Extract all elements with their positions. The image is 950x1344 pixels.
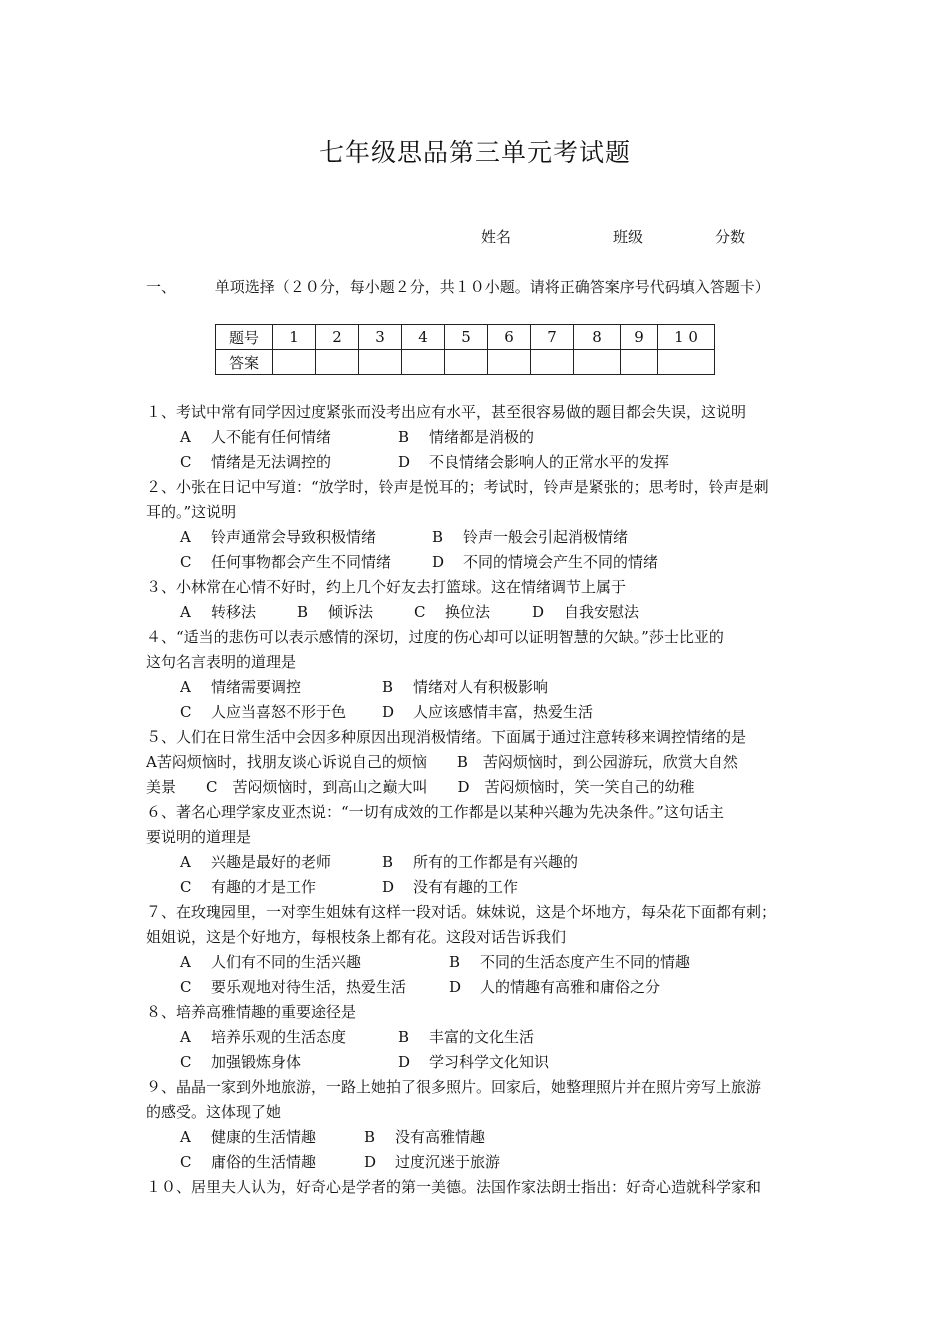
question-9-option-c-letter: C <box>180 1153 192 1171</box>
number-cell: 5 <box>445 325 488 350</box>
class-label: 班级 <box>613 228 644 246</box>
question-2-option-d-text: 不同的情境会产生不同的情绪 <box>463 553 659 571</box>
answer-cell[interactable] <box>658 350 715 375</box>
question-1-option-d-letter: D <box>398 453 411 471</box>
question-5-line-2: A苦闷烦恼时，找朋友谈心诉说自己的烦恼 B 苦闷烦恼时，到公园游玩，欣赏大自然 <box>146 753 738 771</box>
table-row-answers <box>216 350 715 375</box>
question-2-option-c-letter: C <box>180 553 192 571</box>
question-6-option-d-letter: D <box>382 878 395 896</box>
question-2-line-1: ２、小张在日记中写道：“放学时，铃声是悦耳的；考试时，铃声是紧张的；思考时，铃声是刺 <box>146 478 769 496</box>
number-cell: 2 <box>316 325 359 350</box>
question-3-option-a-letter: A <box>180 603 191 621</box>
answer-cell[interactable] <box>488 350 531 375</box>
exam-title: 七年级思品第三单元考试题 <box>318 138 631 167</box>
question-7-line-1: ７、在玫瑰园里，一对孪生姐妹有这样一段对话。妹妹说，这是个坏地方，每朵花下面都有刺； <box>146 903 777 921</box>
answer-cell[interactable] <box>402 350 445 375</box>
question-8-option-d-letter: D <box>398 1053 411 1071</box>
number-cell: 9 <box>621 325 658 350</box>
answer-cell[interactable] <box>445 350 488 375</box>
question-6-option-d-text: 没有有趣的工作 <box>413 878 519 896</box>
question-7-option-c-letter: C <box>180 978 192 996</box>
question-7-option-a-letter: A <box>180 953 191 971</box>
question-2-option-a-letter: A <box>180 528 191 546</box>
question-3-option-a-text: 转移法 <box>211 603 257 621</box>
question-5-line-1: ５、人们在日常生活中会因多种原因出现消极情绪。下面属于通过注意转移来调控情绪的是 <box>146 728 747 746</box>
question-6-option-b-letter: B <box>382 853 394 871</box>
question-4-line-1: ４、“适当的悲伤可以表示感情的深切，过度的伤心却可以证明智慧的欠缺。”莎士比亚的 <box>146 628 724 646</box>
number-cell: 1 <box>273 325 316 350</box>
question-4-option-c-letter: C <box>180 703 192 721</box>
question-6-option-c-text: 有趣的才是工作 <box>211 878 317 896</box>
answer-label-cell: 答案 <box>216 350 273 375</box>
question-1-option-c-text: 情绪是无法调控的 <box>211 453 332 471</box>
table-row-numbers <box>216 325 715 350</box>
question-7-option-d-text: 人的情趣有高雅和庸俗之分 <box>480 978 661 996</box>
question-8-option-c-letter: C <box>180 1053 192 1071</box>
question-6-option-a-letter: A <box>180 853 191 871</box>
question-4-option-a-letter: A <box>180 678 191 696</box>
question-9-option-a-text: 健康的生活情趣 <box>211 1128 317 1146</box>
score-label: 分数 <box>715 228 746 246</box>
question-8-line-1: ８、培养高雅情趣的重要途径是 <box>146 1003 357 1021</box>
question-4-option-c-text: 人应当喜怒不形于色 <box>211 703 347 721</box>
question-1-option-a-text: 人不能有任何情绪 <box>211 428 332 446</box>
question-7-option-d-letter: D <box>449 978 462 996</box>
question-9-line-1: ９、晶晶一家到外地旅游，一路上她拍了很多照片。回家后，她整理照片并在照片旁写上旅游 <box>146 1078 762 1096</box>
question-4-option-d-text: 人应该感情丰富，热爱生活 <box>413 703 594 721</box>
question-9-option-c-text: 庸俗的生活情趣 <box>211 1153 317 1171</box>
question-6-option-b-text: 所有的工作都是有兴趣的 <box>413 853 579 871</box>
row-header-cell: 题号 <box>216 325 273 350</box>
question-9-option-d-text: 过度沉迷于旅游 <box>395 1153 501 1171</box>
name-label: 姓名 <box>481 228 512 246</box>
question-3-option-c-letter: C <box>414 603 426 621</box>
answer-sheet-table <box>215 324 715 375</box>
question-8-option-d-text: 学习科学文化知识 <box>429 1053 550 1071</box>
question-5-line-3: 美景 C 苦闷烦恼时，到高山之巅大叫 D 苦闷烦恼时，笑一笑自己的幼稚 <box>146 778 695 796</box>
question-2-line-2: 耳的。”这说明 <box>146 503 237 521</box>
question-1-option-b-text: 情绪都是消极的 <box>429 428 535 446</box>
question-4-option-b-text: 情绪对人有积极影响 <box>413 678 549 696</box>
number-cell: 7 <box>531 325 574 350</box>
question-3-option-d-text: 自我安慰法 <box>564 603 640 621</box>
question-1-option-a-letter: A <box>180 428 191 446</box>
question-1-option-c-letter: C <box>180 453 192 471</box>
question-4-option-a-text: 情绪需要调控 <box>211 678 302 696</box>
answer-cell[interactable] <box>621 350 658 375</box>
question-8-option-b-letter: B <box>398 1028 410 1046</box>
question-9-option-d-letter: D <box>364 1153 377 1171</box>
question-9-option-b-text: 没有高雅情趣 <box>395 1128 486 1146</box>
question-3-option-b-text: 倾诉法 <box>328 603 374 621</box>
question-3-option-c-text: 换位法 <box>445 603 491 621</box>
question-10-line-1: １０、居里夫人认为，好奇心是学者的第一美德。法国作家法朗士指出：好奇心造就科学家和 <box>146 1178 762 1196</box>
question-2-option-b-letter: B <box>432 528 444 546</box>
question-4-line-2: 这句名言表明的道理是 <box>146 653 297 671</box>
question-4-option-d-letter: D <box>382 703 395 721</box>
question-6-option-a-text: 兴趣是最好的老师 <box>211 853 332 871</box>
question-2-option-d-letter: D <box>432 553 445 571</box>
section-number: 一、 <box>146 278 177 296</box>
question-9-line-2: 的感受。这体现了她 <box>146 1103 282 1121</box>
number-cell: 1 0 <box>658 325 715 350</box>
question-3-line-1: ３、小林常在心情不好时，约上几个好友去打篮球。这在情绪调节上属于 <box>146 578 627 596</box>
question-6-line-1: ６、著名心理学家皮亚杰说：“一切有成效的工作都是以某种兴趣为先决条件。”这句话主 <box>146 803 724 821</box>
question-7-option-b-text: 不同的生活态度产生不同的情趣 <box>480 953 691 971</box>
question-8-option-c-text: 加强锻炼身体 <box>211 1053 302 1071</box>
number-cell: 3 <box>359 325 402 350</box>
question-1-line-1: １、考试中常有同学因过度紧张而没考出应有水平，甚至很容易做的题目都会失误，这说明 <box>146 403 747 421</box>
answer-cell[interactable] <box>531 350 574 375</box>
question-7-option-b-letter: B <box>449 953 461 971</box>
number-cell: 4 <box>402 325 445 350</box>
answer-cell[interactable] <box>273 350 316 375</box>
question-1-option-d-text: 不良情绪会影响人的正常水平的发挥 <box>429 453 670 471</box>
question-7-line-2: 姐姐说，这是个好地方，每根枝条上都有花。这段对话告诉我们 <box>146 928 567 946</box>
question-8-option-a-letter: A <box>180 1028 191 1046</box>
question-2-option-a-text: 铃声通常会导致积极情绪 <box>211 528 377 546</box>
question-1-option-b-letter: B <box>398 428 410 446</box>
question-3-option-d-letter: D <box>532 603 545 621</box>
question-2-option-c-text: 任何事物都会产生不同情绪 <box>211 553 392 571</box>
answer-cell[interactable] <box>574 350 621 375</box>
section-instructions: 单项选择（２０分，每小题２分，共１０小题。请将正确答案序号代码填入答题卡） <box>214 278 770 296</box>
answer-cell[interactable] <box>316 350 359 375</box>
question-4-option-b-letter: B <box>382 678 394 696</box>
question-6-line-2: 要说明的道理是 <box>146 828 252 846</box>
question-3-option-b-letter: B <box>297 603 309 621</box>
question-7-option-c-text: 要乐观地对待生活，热爱生活 <box>211 978 407 996</box>
question-8-option-a-text: 培养乐观的生活态度 <box>211 1028 347 1046</box>
number-cell: 8 <box>574 325 621 350</box>
number-cell: 6 <box>488 325 531 350</box>
answer-cell[interactable] <box>359 350 402 375</box>
question-2-option-b-text: 铃声一般会引起消极情绪 <box>463 528 629 546</box>
question-7-option-a-text: 人们有不同的生活兴趣 <box>211 953 362 971</box>
question-6-option-c-letter: C <box>180 878 192 896</box>
question-9-option-b-letter: B <box>364 1128 376 1146</box>
question-8-option-b-text: 丰富的文化生活 <box>429 1028 535 1046</box>
section-heading <box>146 276 770 297</box>
question-9-option-a-letter: A <box>180 1128 191 1146</box>
